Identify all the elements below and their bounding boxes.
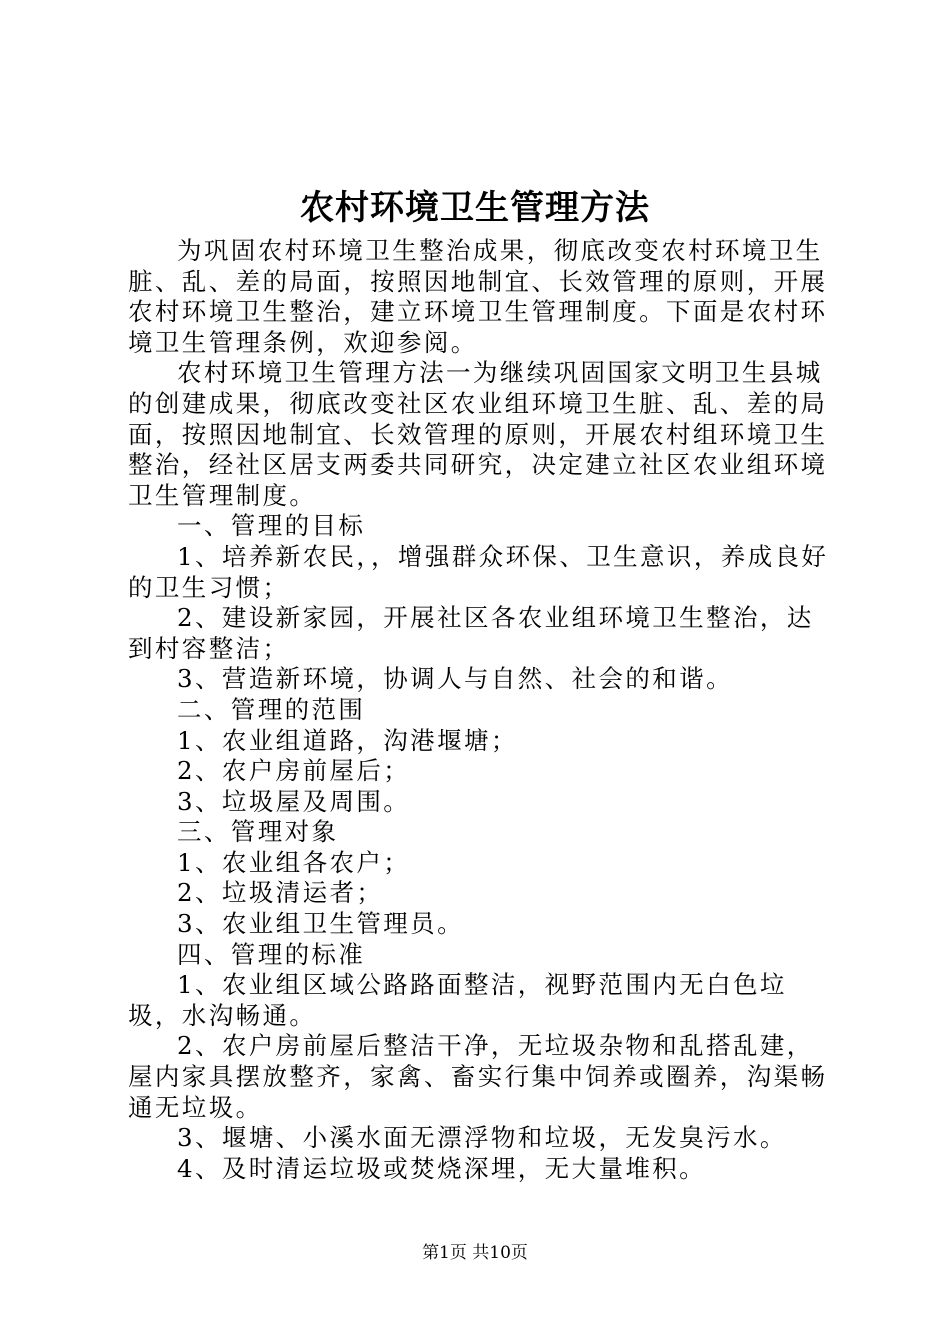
list-item: 1、农业组道路，沟港堰塘；: [177, 725, 518, 755]
list-item: 2、垃圾清运者；: [177, 878, 384, 908]
section-heading-standards: 四、管理的标准: [177, 939, 366, 969]
list-item: 1、农业组区域公路路面整洁，视野范围内无白色垃圾，水沟畅通。: [128, 970, 787, 1030]
section-heading-scope: 二、管理的范围: [177, 694, 366, 724]
list-item: 3、垃圾屋及周围。: [177, 786, 411, 816]
list-item: 1、培养新农民，，增强群众环保、卫生意识，养成良好的卫生习惯；: [128, 541, 829, 602]
section-heading-goals: 一、管理的目标: [177, 511, 366, 541]
section-heading-objects: 三、管理对象: [177, 817, 339, 847]
list-item: 3、营造新环境，协调人与自然、社会的和谐。: [177, 664, 733, 694]
document-body: [128, 236, 832, 1184]
paragraph-intro: 为巩固农村环境卫生整治成果，彻底改变农村环境卫生脏、乱、差的局面，按照因地制宜、长效管理的原则，开展农村环境卫生整治，建立环境卫生管理制度。下面是农村环境卫生管理条例，欢迎参阅。: [128, 236, 828, 357]
list-item: 3、农业组卫生管理员。: [177, 909, 464, 939]
list-item: 1、农业组各农户；: [177, 847, 411, 877]
list-item: 2、农户房前屋后；: [177, 756, 411, 786]
list-item: 3、堰塘、小溪水面无漂浮物和垃圾，无发臭污水。: [177, 1123, 787, 1153]
list-item: 4、及时清运垃圾或焚烧深埋，无大量堆积。: [177, 1153, 707, 1183]
paragraph-method-one: 农村环境卫生管理方法一为继续巩固国家文明卫生县城的创建成果，彻底改变社区农业组环境卫生脏、乱、差的局面，按照因地制宜、长效管理的原则，开展农村组环境卫生整治，经社区居支两委共同研究，决定建立社区农业组环境卫生管理制度。: [128, 358, 828, 510]
list-item: 2、建设新家园，开展社区各农业组环境卫生整治，达到村容整洁；: [128, 603, 814, 663]
page-footer: 第1页 共10页: [422, 1243, 528, 1263]
list-item: 2、农户房前屋后整洁干净，无垃圾杂物和乱搭乱建，屋内家具摆放整齐，家禽、畜实行集中饲养或圈养，沟渠畅通无垃圾。: [128, 1031, 828, 1122]
document-title: 农村环境卫生管理方法: [300, 188, 650, 228]
